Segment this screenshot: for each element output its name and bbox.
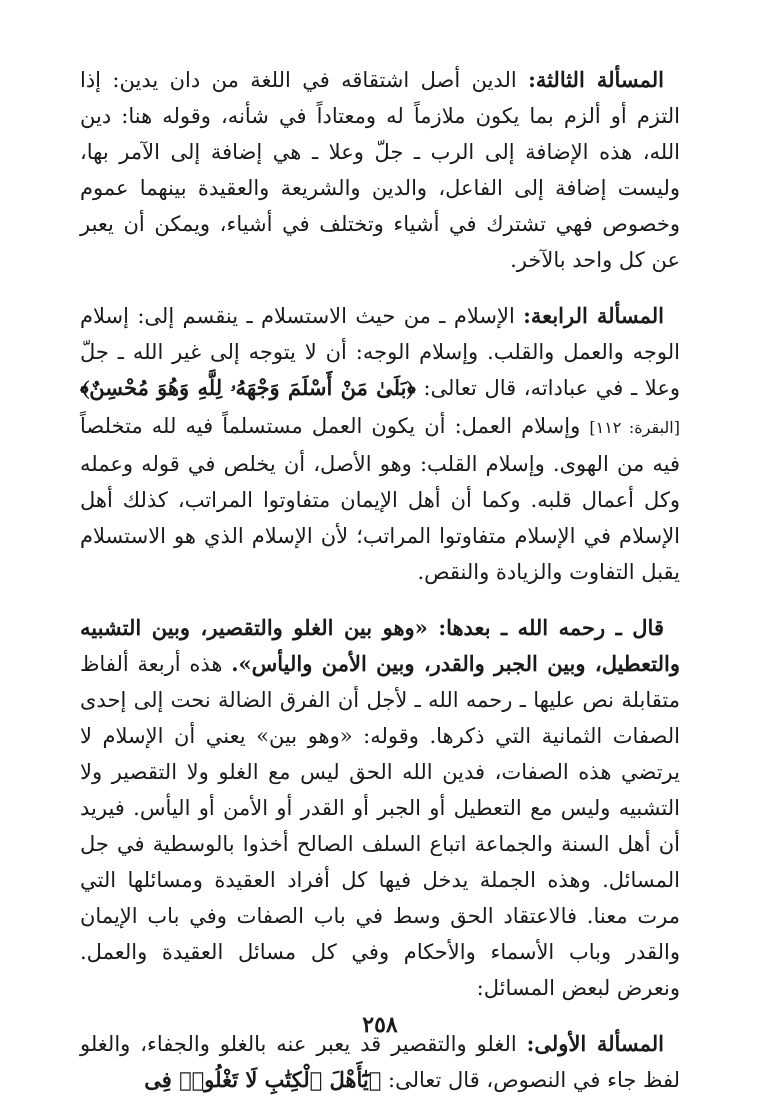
heading-third-issue: المسألة الثالثة: bbox=[528, 67, 664, 92]
paragraph-text: الدين أصل اشتقاقه في اللغة من دان يدين: إذا التزم أو ألزم بما يكون ملازماً له ومعتاداً في شأنه، وقوله هنا: دين الله، هذه الإضافة إلى الرب ـ جلّ وعلا ـ هي إضافة إلى الآمر بها، وليست إضافة إلى الفاعل، والدين والشريعة والعقيدة بينهما عموم وخصوص فهي تشترك في أشياء وتختلف في أشياء، ويمكن أن يعبر عن كل واحد بالآخر. bbox=[80, 68, 680, 272]
paragraph-third-issue bbox=[80, 62, 680, 278]
paragraph-text: الغلو والتقصير قد يعبر عنه بالغلو والجفاء، والغلو لفظ جاء في النصوص، قال تعالى: bbox=[80, 1032, 680, 1092]
verse-reference: [البقرة: ١١٢] bbox=[589, 418, 680, 437]
paragraph-text: الإسلام ـ من حيث الاستسلام ـ ينقسم إلى: إسلام الوجه والعمل والقلب. وإسلام الوجه: أن لا يتوجه إلى غير الله ـ جلّ وعلا ـ في عباداته، قال تعالى: bbox=[80, 304, 681, 400]
paragraph-text: وإسلام العمل: أن يكون العمل مستسلماً فيه لله متخلصاً فيه من الهوى. وإسلام القلب: وهو الأصل، أن يخلص في قوله وعمله وكل أعمال قلبه. وكما أن أهل الإيمان متفاوتوا المراتب، كذلك أهل الإسلام في الإسلام متفاوتوا المراتب؛ لأن الإسلام الذي هو الاستسلام يقبل التفاوت والزيادة والنقص. bbox=[80, 414, 680, 584]
quran-verse: ﴿بَلَىٰ مَنْ أَسْلَمَ وَجْهَهُۥ لِلَّهِ وَهُوَ مُحْسِنٌ﴾ bbox=[80, 375, 416, 400]
page-body bbox=[80, 62, 680, 1118]
paragraph-fourth-issue bbox=[80, 298, 680, 590]
quran-verse: ﴿يَٰٓأَهْلَ ٱلْكِتَٰبِ لَا تَغْلُوا۟ فِى bbox=[144, 1067, 382, 1092]
paragraph-text: هذه أربعة ألفاظ متقابلة نص عليها ـ رحمه الله ـ لأجل أن الفرق الضالة نحت إلى إحدى الصفات الثمانية التي ذكرها. وقوله: «وهو بين» يعني أن الإسلام لا يرتضي هذه الصفات، فدين الله الحق ليس مع الغلو ولا التقصير ولا التشبيه وليس مع التعطيل أو الجبر أو القدر أو الأمن أو اليأس. فيريد أن أهل السنة والجماعة اتباع السلف الصالح أخذوا بالوسطية في جل المسائل. وهذه الجملة يدخل فيها كل أفراد العقيدة ومسائلها التي مرت معنا. فالاعتقاد الحق وسط في باب الصفات وفي باب الإيمان والقدر وباب الأسماء والأحكام وفي كل مسائل العقيدة والعمل. ونعرض لبعض المسائل: bbox=[80, 652, 680, 1000]
heading-first-issue: المسألة الأولى: bbox=[526, 1031, 664, 1056]
author-quote: «وهو بين الغلو والتقصير، وبين التشبيه والتعطيل، وبين الجبر والقدر، وبين الأمن واليأس». bbox=[80, 615, 681, 676]
heading-fourth-issue: المسألة الرابعة: bbox=[523, 303, 664, 328]
page-number: ٢٥٨ bbox=[362, 1012, 398, 1038]
heading-author-said: قال ـ رحمه الله ـ بعدها: bbox=[438, 615, 664, 640]
paragraph-author-quote bbox=[80, 610, 680, 1006]
